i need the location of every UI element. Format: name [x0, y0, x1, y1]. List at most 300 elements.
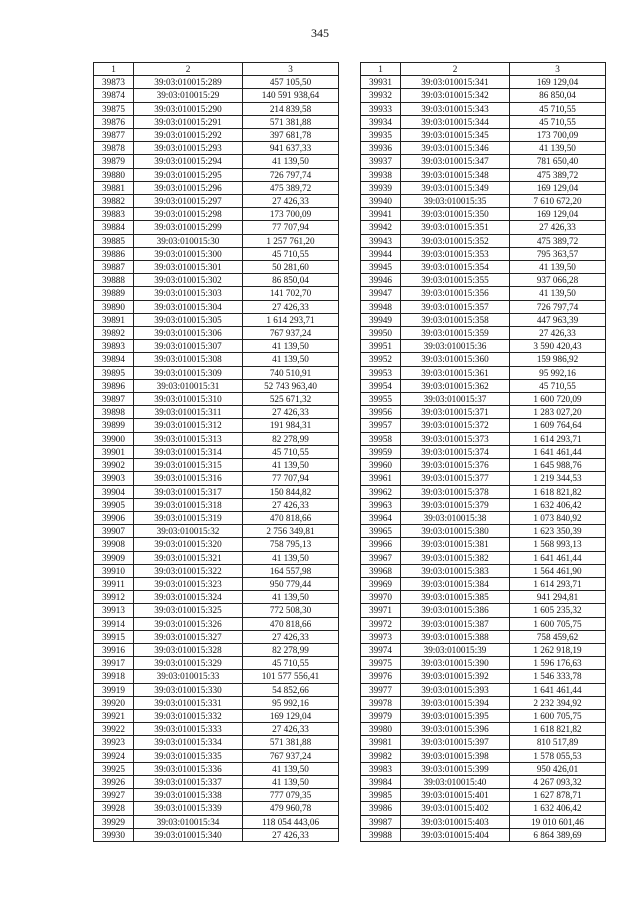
row-number-cell: 39894	[94, 353, 134, 366]
row-number-cell: 39891	[94, 313, 134, 326]
cadastral-number-cell: 39:03:010015:352	[401, 234, 510, 247]
value-cell: 41 139,50	[243, 155, 339, 168]
value-cell: 1 614 293,71	[510, 432, 606, 445]
cadastral-number-cell: 39:03:010015:298	[134, 208, 243, 221]
value-cell: 1 600 705,75	[510, 709, 606, 722]
row-number-cell: 39895	[94, 366, 134, 379]
cadastral-number-cell: 39:03:010015:388	[401, 630, 510, 643]
row-number-cell: 39887	[94, 261, 134, 274]
row-number-cell: 39955	[361, 393, 401, 406]
table-row	[94, 102, 339, 115]
row-number-cell: 39958	[361, 432, 401, 445]
row-number-cell: 39897	[94, 393, 134, 406]
table-row	[361, 274, 606, 287]
value-cell: 159 986,92	[510, 353, 606, 366]
cadastral-number-cell: 39:03:010015:340	[134, 828, 243, 841]
row-number-cell: 39948	[361, 300, 401, 313]
row-number-cell: 39986	[361, 802, 401, 815]
table-row	[361, 261, 606, 274]
cadastral-number-cell: 39:03:010015:330	[134, 683, 243, 696]
row-number-cell: 39874	[94, 89, 134, 102]
row-number-cell: 39943	[361, 234, 401, 247]
row-number-cell: 39954	[361, 379, 401, 392]
row-number-cell: 39930	[94, 828, 134, 841]
row-number-cell: 39933	[361, 102, 401, 115]
table-row	[94, 208, 339, 221]
value-cell: 173 700,09	[510, 129, 606, 142]
row-number-cell: 39883	[94, 208, 134, 221]
row-number-cell: 39987	[361, 815, 401, 828]
cadastral-number-cell: 39:03:010015:377	[401, 472, 510, 485]
table-row	[361, 287, 606, 300]
row-number-cell: 39971	[361, 604, 401, 617]
value-cell: 52 743 963,40	[243, 379, 339, 392]
table-row	[94, 155, 339, 168]
cadastral-number-cell: 39:03:010015:339	[134, 802, 243, 815]
registry-table-right	[360, 62, 606, 842]
cadastral-number-cell: 39:03:010015:349	[401, 181, 510, 194]
table-row	[361, 89, 606, 102]
value-cell: 41 139,50	[243, 459, 339, 472]
cadastral-number-cell: 39:03:010015:300	[134, 247, 243, 260]
value-cell: 941 294,81	[510, 591, 606, 604]
cadastral-number-cell: 39:03:010015:394	[401, 696, 510, 709]
table-row	[94, 604, 339, 617]
cadastral-number-cell: 39:03:010015:381	[401, 538, 510, 551]
row-number-cell: 39892	[94, 327, 134, 340]
value-cell: 1 546 333,78	[510, 670, 606, 683]
row-number-cell: 39974	[361, 643, 401, 656]
table-row	[94, 89, 339, 102]
value-cell: 77 707,94	[243, 221, 339, 234]
value-cell: 141 702,70	[243, 287, 339, 300]
cadastral-number-cell: 39:03:010015:306	[134, 327, 243, 340]
row-number-cell: 39957	[361, 419, 401, 432]
value-cell: 27 426,33	[243, 406, 339, 419]
row-number-cell: 39964	[361, 511, 401, 524]
value-cell: 475 389,72	[510, 168, 606, 181]
table-row	[94, 775, 339, 788]
table-row	[361, 709, 606, 722]
table-row	[94, 393, 339, 406]
cadastral-number-cell: 39:03:010015:332	[134, 709, 243, 722]
row-number-cell: 39929	[94, 815, 134, 828]
table-row	[361, 379, 606, 392]
value-cell: 3 590 420,43	[510, 340, 606, 353]
value-cell: 1 641 461,44	[510, 445, 606, 458]
cadastral-number-cell: 39:03:010015:31	[134, 379, 243, 392]
value-cell: 772 508,30	[243, 604, 339, 617]
row-number-cell: 39952	[361, 353, 401, 366]
row-number-cell: 39922	[94, 723, 134, 736]
value-cell: 86 850,04	[243, 274, 339, 287]
row-number-cell: 39924	[94, 749, 134, 762]
cadastral-number-cell: 39:03:010015:33	[134, 670, 243, 683]
table-row	[361, 485, 606, 498]
cadastral-number-cell: 39:03:010015:378	[401, 485, 510, 498]
table-row	[94, 261, 339, 274]
table-row	[361, 234, 606, 247]
value-cell: 950 779,44	[243, 577, 339, 590]
value-cell: 1 073 840,92	[510, 511, 606, 524]
table-row	[361, 340, 606, 353]
row-number-cell: 39899	[94, 419, 134, 432]
value-cell: 767 937,24	[243, 327, 339, 340]
value-cell: 191 984,31	[243, 419, 339, 432]
value-cell: 169 129,04	[510, 76, 606, 89]
table-row	[361, 313, 606, 326]
value-cell: 95 992,16	[510, 366, 606, 379]
cadastral-number-cell: 39:03:010015:351	[401, 221, 510, 234]
table-row	[361, 459, 606, 472]
cadastral-number-cell: 39:03:010015:344	[401, 115, 510, 128]
table-row	[361, 115, 606, 128]
table-row	[94, 181, 339, 194]
cadastral-number-cell: 39:03:010015:32	[134, 525, 243, 538]
table-row	[361, 129, 606, 142]
table-row	[361, 353, 606, 366]
row-number-cell: 39902	[94, 459, 134, 472]
cadastral-number-cell: 39:03:010015:402	[401, 802, 510, 815]
cadastral-number-cell: 39:03:010015:336	[134, 762, 243, 775]
row-number-cell: 39978	[361, 696, 401, 709]
value-cell: 1 627 878,71	[510, 789, 606, 802]
cadastral-number-cell: 39:03:010015:376	[401, 459, 510, 472]
row-number-cell: 39893	[94, 340, 134, 353]
table-row	[94, 789, 339, 802]
value-cell: 950 426,01	[510, 762, 606, 775]
value-cell: 41 139,50	[510, 287, 606, 300]
table-row	[94, 643, 339, 656]
value-cell: 45 710,55	[243, 657, 339, 670]
table-row	[94, 696, 339, 709]
cadastral-number-cell: 39:03:010015:303	[134, 287, 243, 300]
cadastral-number-cell: 39:03:010015:395	[401, 709, 510, 722]
row-number-cell: 39940	[361, 195, 401, 208]
table-row	[94, 406, 339, 419]
value-cell: 140 591 938,64	[243, 89, 339, 102]
table-row	[361, 577, 606, 590]
table-row	[361, 551, 606, 564]
value-cell: 1 609 764,64	[510, 419, 606, 432]
row-number-cell: 39903	[94, 472, 134, 485]
row-number-cell: 39968	[361, 564, 401, 577]
value-cell: 777 079,35	[243, 789, 339, 802]
row-number-cell: 39875	[94, 102, 134, 115]
header-col-3: 3	[243, 63, 339, 76]
row-number-cell: 39969	[361, 577, 401, 590]
cadastral-number-cell: 39:03:010015:324	[134, 591, 243, 604]
cadastral-number-cell: 39:03:010015:401	[401, 789, 510, 802]
row-number-cell: 39905	[94, 498, 134, 511]
value-cell: 45 710,55	[510, 115, 606, 128]
cadastral-number-cell: 39:03:010015:372	[401, 419, 510, 432]
row-number-cell: 39961	[361, 472, 401, 485]
header-col-3: 3	[510, 63, 606, 76]
row-number-cell: 39967	[361, 551, 401, 564]
cadastral-number-cell: 39:03:010015:29	[134, 89, 243, 102]
cadastral-number-cell: 39:03:010015:36	[401, 340, 510, 353]
row-number-cell: 39946	[361, 274, 401, 287]
row-number-cell: 39910	[94, 564, 134, 577]
table-row	[94, 353, 339, 366]
table-row	[361, 445, 606, 458]
table-row	[94, 511, 339, 524]
cadastral-number-cell: 39:03:010015:383	[401, 564, 510, 577]
cadastral-number-cell: 39:03:010015:318	[134, 498, 243, 511]
cadastral-number-cell: 39:03:010015:337	[134, 775, 243, 788]
cadastral-number-cell: 39:03:010015:345	[401, 129, 510, 142]
table-row	[361, 406, 606, 419]
table-row	[94, 327, 339, 340]
value-cell: 118 054 443,06	[243, 815, 339, 828]
value-cell: 27 426,33	[243, 195, 339, 208]
value-cell: 41 139,50	[243, 762, 339, 775]
table-row	[94, 247, 339, 260]
table-row	[361, 300, 606, 313]
value-cell: 1 600 705,75	[510, 617, 606, 630]
row-number-cell: 39962	[361, 485, 401, 498]
table-row	[361, 802, 606, 815]
value-cell: 1 614 293,71	[510, 577, 606, 590]
value-cell: 767 937,24	[243, 749, 339, 762]
value-cell: 397 681,78	[243, 129, 339, 142]
row-number-cell: 39927	[94, 789, 134, 802]
row-number-cell: 39915	[94, 630, 134, 643]
row-number-cell: 39886	[94, 247, 134, 260]
row-number-cell: 39983	[361, 762, 401, 775]
row-number-cell: 39913	[94, 604, 134, 617]
table-row	[94, 815, 339, 828]
cadastral-number-cell: 39:03:010015:296	[134, 181, 243, 194]
row-number-cell: 39985	[361, 789, 401, 802]
value-cell: 19 010 601,46	[510, 815, 606, 828]
table-row	[94, 828, 339, 841]
table-row	[94, 630, 339, 643]
table-row	[94, 657, 339, 670]
value-cell: 1 257 761,20	[243, 234, 339, 247]
cadastral-number-cell: 39:03:010015:321	[134, 551, 243, 564]
table-row	[94, 485, 339, 498]
row-number-cell: 39877	[94, 129, 134, 142]
cadastral-number-cell: 39:03:010015:399	[401, 762, 510, 775]
value-cell: 525 671,32	[243, 393, 339, 406]
table-row	[361, 723, 606, 736]
table-row	[361, 538, 606, 551]
table-row	[361, 564, 606, 577]
cadastral-number-cell: 39:03:010015:37	[401, 393, 510, 406]
row-number-cell: 39988	[361, 828, 401, 841]
row-number-cell: 39926	[94, 775, 134, 788]
table-row	[361, 775, 606, 788]
row-number-cell: 39885	[94, 234, 134, 247]
table-row	[361, 76, 606, 89]
value-cell: 27 426,33	[510, 327, 606, 340]
table-row	[94, 313, 339, 326]
row-number-cell: 39982	[361, 749, 401, 762]
row-number-cell: 39966	[361, 538, 401, 551]
table-row	[361, 617, 606, 630]
table-row	[94, 445, 339, 458]
value-cell: 41 139,50	[243, 551, 339, 564]
row-number-cell: 39977	[361, 683, 401, 696]
value-cell: 1 641 461,44	[510, 551, 606, 564]
row-number-cell: 39973	[361, 630, 401, 643]
cadastral-number-cell: 39:03:010015:374	[401, 445, 510, 458]
table-row	[94, 76, 339, 89]
value-cell: 82 278,99	[243, 643, 339, 656]
cadastral-number-cell: 39:03:010015:331	[134, 696, 243, 709]
cadastral-number-cell: 39:03:010015:34	[134, 815, 243, 828]
value-cell: 41 139,50	[243, 775, 339, 788]
cadastral-number-cell: 39:03:010015:308	[134, 353, 243, 366]
value-cell: 150 844,82	[243, 485, 339, 498]
page-number: 345	[311, 26, 329, 40]
row-number-cell: 39908	[94, 538, 134, 551]
row-number-cell: 39965	[361, 525, 401, 538]
value-cell: 169 129,04	[510, 208, 606, 221]
cadastral-number-cell: 39:03:010015:329	[134, 657, 243, 670]
value-cell: 781 650,40	[510, 155, 606, 168]
cadastral-number-cell: 39:03:010015:289	[134, 76, 243, 89]
value-cell: 726 797,74	[243, 168, 339, 181]
cadastral-number-cell: 39:03:010015:341	[401, 76, 510, 89]
row-number-cell: 39906	[94, 511, 134, 524]
table-row	[94, 498, 339, 511]
value-cell: 475 389,72	[243, 181, 339, 194]
cadastral-number-cell: 39:03:010015:397	[401, 736, 510, 749]
header-col-2: 2	[401, 63, 510, 76]
value-cell: 758 795,13	[243, 538, 339, 551]
table-row	[361, 828, 606, 841]
row-number-cell: 39879	[94, 155, 134, 168]
table-row	[361, 630, 606, 643]
cadastral-number-cell: 39:03:010015:382	[401, 551, 510, 564]
row-number-cell: 39909	[94, 551, 134, 564]
value-cell: 86 850,04	[510, 89, 606, 102]
table-row	[361, 762, 606, 775]
table-row	[94, 802, 339, 815]
cadastral-number-cell: 39:03:010015:356	[401, 287, 510, 300]
cadastral-number-cell: 39:03:010015:354	[401, 261, 510, 274]
value-cell: 1 618 821,82	[510, 723, 606, 736]
table-row	[361, 155, 606, 168]
value-cell: 479 960,78	[243, 802, 339, 815]
value-cell: 457 105,50	[243, 76, 339, 89]
cadastral-number-cell: 39:03:010015:357	[401, 300, 510, 313]
cadastral-number-cell: 39:03:010015:322	[134, 564, 243, 577]
row-number-cell: 39941	[361, 208, 401, 221]
cadastral-number-cell: 39:03:010015:404	[401, 828, 510, 841]
table-row	[361, 366, 606, 379]
value-cell: 795 363,57	[510, 247, 606, 260]
row-number-cell: 39963	[361, 498, 401, 511]
table-row	[361, 683, 606, 696]
cadastral-number-cell: 39:03:010015:312	[134, 419, 243, 432]
table-row	[94, 459, 339, 472]
row-number-cell: 39936	[361, 142, 401, 155]
value-cell: 1 596 176,63	[510, 657, 606, 670]
value-cell: 41 139,50	[243, 591, 339, 604]
table-row	[94, 525, 339, 538]
value-cell: 1 219 344,53	[510, 472, 606, 485]
cadastral-number-cell: 39:03:010015:304	[134, 300, 243, 313]
value-cell: 1 262 918,19	[510, 643, 606, 656]
cadastral-number-cell: 39:03:010015:379	[401, 498, 510, 511]
cadastral-number-cell: 39:03:010015:294	[134, 155, 243, 168]
table-row	[94, 168, 339, 181]
value-cell: 2 232 394,92	[510, 696, 606, 709]
cadastral-number-cell: 39:03:010015:307	[134, 340, 243, 353]
value-cell: 6 864 389,69	[510, 828, 606, 841]
row-number-cell: 39984	[361, 775, 401, 788]
value-cell: 41 139,50	[243, 340, 339, 353]
table-row	[361, 195, 606, 208]
row-number-cell: 39884	[94, 221, 134, 234]
row-number-cell: 39890	[94, 300, 134, 313]
table-row	[94, 723, 339, 736]
table-row	[361, 657, 606, 670]
table-row	[94, 564, 339, 577]
cadastral-number-cell: 39:03:010015:343	[401, 102, 510, 115]
value-cell: 173 700,09	[243, 208, 339, 221]
value-cell: 1 564 461,90	[510, 564, 606, 577]
cadastral-number-cell: 39:03:010015:398	[401, 749, 510, 762]
row-number-cell: 39916	[94, 643, 134, 656]
row-number-cell: 39975	[361, 657, 401, 670]
row-number-cell: 39981	[361, 736, 401, 749]
value-cell: 169 129,04	[510, 181, 606, 194]
cadastral-number-cell: 39:03:010015:393	[401, 683, 510, 696]
cadastral-number-cell: 39:03:010015:396	[401, 723, 510, 736]
cadastral-number-cell: 39:03:010015:390	[401, 657, 510, 670]
table-row	[361, 142, 606, 155]
cadastral-number-cell: 39:03:010015:360	[401, 353, 510, 366]
table-row	[361, 419, 606, 432]
row-number-cell: 39888	[94, 274, 134, 287]
table-row	[94, 287, 339, 300]
row-number-cell: 39873	[94, 76, 134, 89]
value-cell: 571 381,88	[243, 736, 339, 749]
cadastral-number-cell: 39:03:010015:309	[134, 366, 243, 379]
row-number-cell: 39920	[94, 696, 134, 709]
table-row	[361, 525, 606, 538]
row-number-cell: 39882	[94, 195, 134, 208]
cadastral-number-cell: 39:03:010015:314	[134, 445, 243, 458]
table-row	[361, 749, 606, 762]
value-cell: 82 278,99	[243, 432, 339, 445]
cadastral-number-cell: 39:03:010015:299	[134, 221, 243, 234]
table-row	[94, 366, 339, 379]
value-cell: 41 139,50	[510, 142, 606, 155]
row-number-cell: 39949	[361, 313, 401, 326]
value-cell: 45 710,55	[510, 379, 606, 392]
table-row	[361, 815, 606, 828]
table-row	[94, 617, 339, 630]
value-cell: 27 426,33	[243, 630, 339, 643]
cadastral-number-cell: 39:03:010015:295	[134, 168, 243, 181]
table-row	[94, 300, 339, 313]
table-row	[94, 274, 339, 287]
row-number-cell: 39912	[94, 591, 134, 604]
value-cell: 1 645 988,76	[510, 459, 606, 472]
table-row	[94, 709, 339, 722]
cadastral-number-cell: 39:03:010015:384	[401, 577, 510, 590]
row-number-cell: 39898	[94, 406, 134, 419]
value-cell: 95 992,16	[243, 696, 339, 709]
value-cell: 27 426,33	[243, 828, 339, 841]
row-number-cell: 39880	[94, 168, 134, 181]
